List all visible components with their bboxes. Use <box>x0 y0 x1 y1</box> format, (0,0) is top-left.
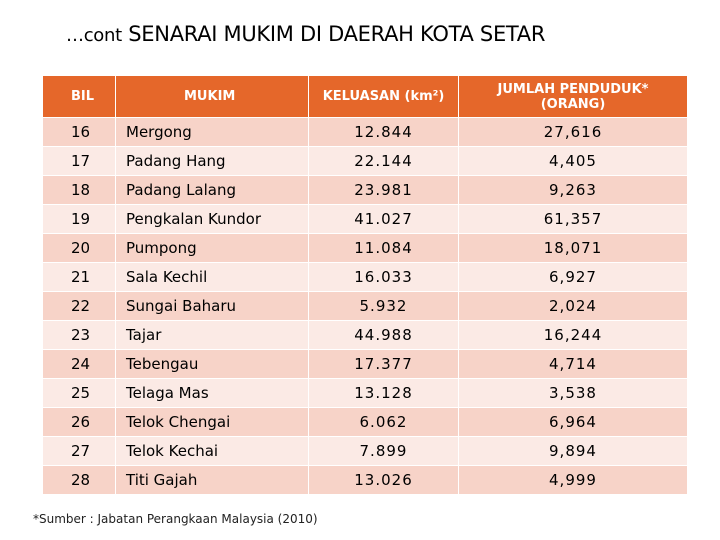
cell-penduduk: 4,405 <box>459 147 688 176</box>
table-row <box>43 321 688 350</box>
table-row <box>43 205 688 234</box>
cell-bil: 26 <box>43 408 116 437</box>
cell-keluasan: 11.084 <box>309 234 459 263</box>
cell-mukim: Tebengau <box>116 350 309 379</box>
table-row <box>43 176 688 205</box>
header-row <box>43 76 688 118</box>
cell-bil: 19 <box>43 205 116 234</box>
cell-bil: 20 <box>43 234 116 263</box>
mukim-table <box>42 75 688 495</box>
cell-penduduk: 16,244 <box>459 321 688 350</box>
cell-bil: 27 <box>43 437 116 466</box>
table-header <box>43 76 688 118</box>
cell-mukim: Sungai Baharu <box>116 292 309 321</box>
table-row <box>43 379 688 408</box>
title-main: SENARAI MUKIM DI DAERAH KOTA SETAR <box>128 22 546 46</box>
cell-mukim: Tajar <box>116 321 309 350</box>
header-penduduk <box>459 76 688 118</box>
cell-bil: 21 <box>43 263 116 292</box>
cell-mukim: Mergong <box>116 118 309 147</box>
table-row <box>43 292 688 321</box>
header-keluasan: KELUASAN (km²) <box>309 76 459 118</box>
cell-bil: 24 <box>43 350 116 379</box>
cell-keluasan: 13.026 <box>309 466 459 495</box>
cell-penduduk: 3,538 <box>459 379 688 408</box>
header-penduduk-line1: JUMLAH PENDUDUK* <box>497 81 649 97</box>
cell-keluasan: 16.033 <box>309 263 459 292</box>
cell-penduduk: 9,263 <box>459 176 688 205</box>
cell-bil: 28 <box>43 466 116 495</box>
title-prefix: …cont <box>66 25 122 46</box>
cell-mukim: Padang Lalang <box>116 176 309 205</box>
cell-mukim: Telok Kechai <box>116 437 309 466</box>
header-bil: BIL <box>43 76 116 118</box>
cell-mukim: Padang Hang <box>116 147 309 176</box>
table-row <box>43 147 688 176</box>
cell-keluasan: 5.932 <box>309 292 459 321</box>
table-row <box>43 408 688 437</box>
table-row <box>43 263 688 292</box>
table-row <box>43 234 688 263</box>
table-row <box>43 466 688 495</box>
header-mukim: MUKIM <box>116 76 309 118</box>
cell-mukim: Sala Kechil <box>116 263 309 292</box>
cell-penduduk: 27,616 <box>459 118 688 147</box>
cell-penduduk: 9,894 <box>459 437 688 466</box>
table-body <box>43 118 688 495</box>
cell-penduduk: 4,714 <box>459 350 688 379</box>
cell-penduduk: 61,357 <box>459 205 688 234</box>
cell-penduduk: 6,927 <box>459 263 688 292</box>
header-penduduk-line2: (ORANG) <box>540 96 606 112</box>
cell-penduduk: 4,999 <box>459 466 688 495</box>
table-row <box>43 118 688 147</box>
source-note: *Sumber : Jabatan Perangkaan Malaysia (2010) <box>33 512 318 526</box>
cell-keluasan: 6.062 <box>309 408 459 437</box>
cell-keluasan: 23.981 <box>309 176 459 205</box>
cell-mukim: Titi Gajah <box>116 466 309 495</box>
cell-keluasan: 44.988 <box>309 321 459 350</box>
cell-keluasan: 17.377 <box>309 350 459 379</box>
cell-mukim: Pumpong <box>116 234 309 263</box>
cell-keluasan: 7.899 <box>309 437 459 466</box>
cell-bil: 18 <box>43 176 116 205</box>
cell-bil: 22 <box>43 292 116 321</box>
cell-penduduk: 18,071 <box>459 234 688 263</box>
cell-mukim: Pengkalan Kundor <box>116 205 309 234</box>
cell-mukim: Telaga Mas <box>116 379 309 408</box>
cell-bil: 23 <box>43 321 116 350</box>
cell-bil: 17 <box>43 147 116 176</box>
cell-mukim: Telok Chengai <box>116 408 309 437</box>
cell-keluasan: 13.128 <box>309 379 459 408</box>
cell-penduduk: 6,964 <box>459 408 688 437</box>
slide-title <box>66 22 545 46</box>
cell-bil: 25 <box>43 379 116 408</box>
cell-keluasan: 22.144 <box>309 147 459 176</box>
cell-bil: 16 <box>43 118 116 147</box>
table-row <box>43 350 688 379</box>
cell-keluasan: 41.027 <box>309 205 459 234</box>
cell-penduduk: 2,024 <box>459 292 688 321</box>
cell-keluasan: 12.844 <box>309 118 459 147</box>
table-row <box>43 437 688 466</box>
